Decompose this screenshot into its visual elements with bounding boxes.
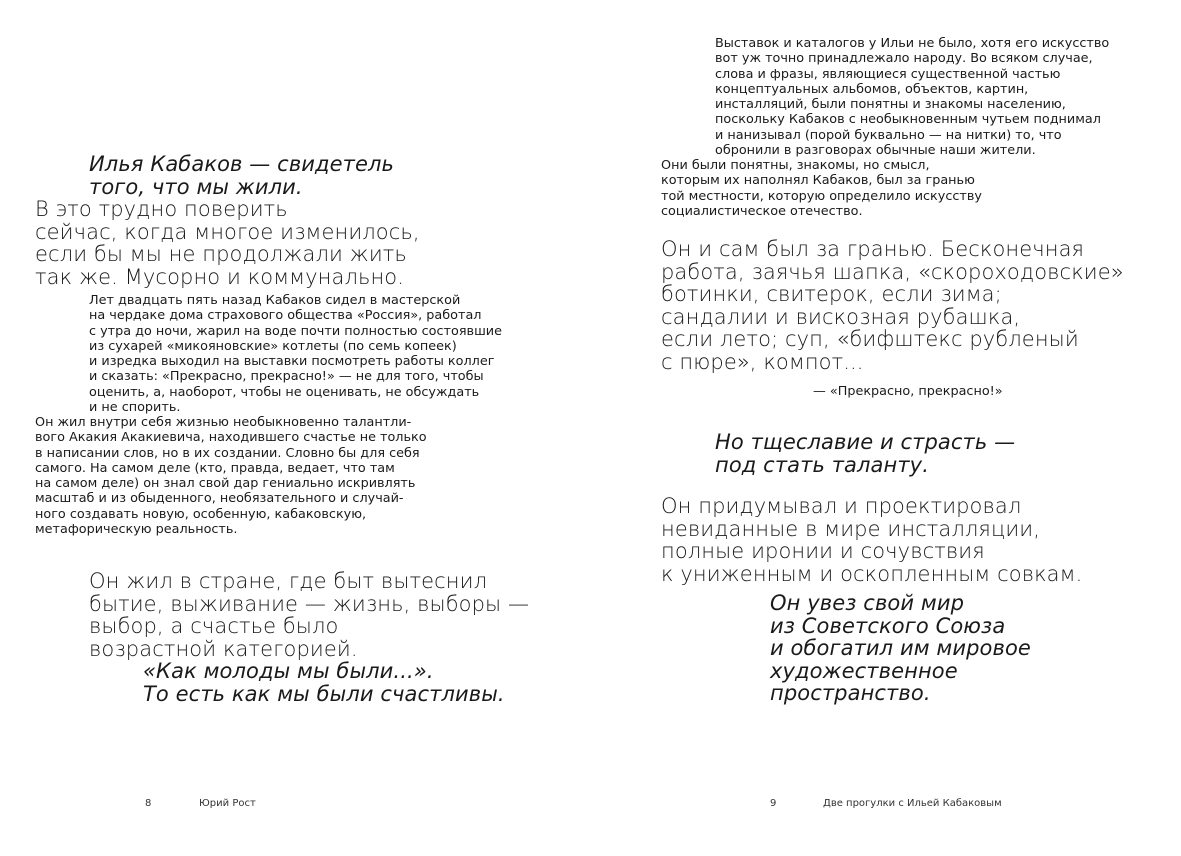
attributed-quote: — «Прекрасно, прекрасно!» bbox=[813, 384, 1003, 399]
indented-paragraph: Лет двадцать пять назад Кабаков сидел в мастерской на чердаке дома страхового общества «Россия», работал с утра до ночи, жарил на воде почти полностью состоявшие из сухарей «микояновские» котлеты (по семь копеек) и изредка выходил на выставки посмотреть работы коллег и сказать: «Прекрасно, прекрасно!» — не для того, чтобы оценить, а, наоборот, чтобы не оценивать, не обсуждать и не спорить. bbox=[89, 293, 502, 416]
body-paragraph: Они были понятны, знакомы, но смысл, которым их наполнял Кабаков, был за гранью той местности, которую определило искусству социалистическое отечество. bbox=[661, 158, 982, 219]
running-head: Две прогулки с Ильей Кабаковым bbox=[823, 798, 1002, 809]
page-number: 9 bbox=[770, 798, 777, 809]
middle-italic-quote: Но тщеславие и страсть — под стать таланту. bbox=[715, 430, 1016, 477]
large-paragraph-second: Он придумывал и проектировал невиданные в мире инсталляции, полные иронии и сочувствия к униженным и оскопленным совкам. bbox=[661, 494, 1083, 586]
right-page bbox=[590, 0, 1180, 856]
left-page bbox=[0, 0, 590, 856]
body-paragraph: Он жил внутри себя жизнью необыкновенно талантли- вого Акакия Акакиевича, находившего счастье не только в написании слов, но в их создании. Словно бы для себя самого. На самом деле (кто, правда, ведает, что там на самом деле) он знал свой дар гениально искривлять масштаб и из обыденного, необязательного и случай- ного создавать новую, особенную, кабаковскую, метафорическую реальность. bbox=[35, 415, 427, 538]
large-paragraph: Он и сам был за гранью. Бесконечная работа, заячья шапка, «скороходовские» ботинки, свитерок, если зима; сандалии и вискозная рубашка, если лето; суп, «бифштекс рубленый с пюре», компот... bbox=[661, 237, 1124, 374]
opening-italic-quote: Илья Кабаков — свидетель того, что мы жили. bbox=[89, 152, 395, 199]
closing-italic-quote: Он увез свой мир из Советского Союза и обогатил им мировое художественное пространство. bbox=[770, 591, 1031, 705]
indented-paragraph: Выставок и каталогов у Ильи не было, хотя его искусство вот уж точно принадлежало народу. Во всяком случае, слова и фразы, являющиеся существенной частью концептуальных альбомов, объектов, картин, инсталляций, были понятны и знакомы населению, поскольку Кабаков с необыкновенным чутьем поднимал и нанизывал (порой буквально — на нитки) то, что обронили в разговорах обычные наши жители. bbox=[715, 36, 1110, 159]
large-paragraph: Он жил в стране, где быт вытеснил бытие, выживание — жизнь, выборы — выбор, а счастье было возрастной категорией. bbox=[89, 569, 530, 661]
lead-paragraph: В это трудно поверить сейчас, когда многое изменилось, если бы мы не продолжали жить так же. Мусорно и коммунально. bbox=[35, 197, 420, 289]
page-number: 8 bbox=[145, 798, 152, 809]
closing-italic-quote: «Как молоды мы были...». То есть как мы были счастливы. bbox=[143, 659, 505, 706]
running-head: Юрий Рост bbox=[199, 798, 256, 809]
